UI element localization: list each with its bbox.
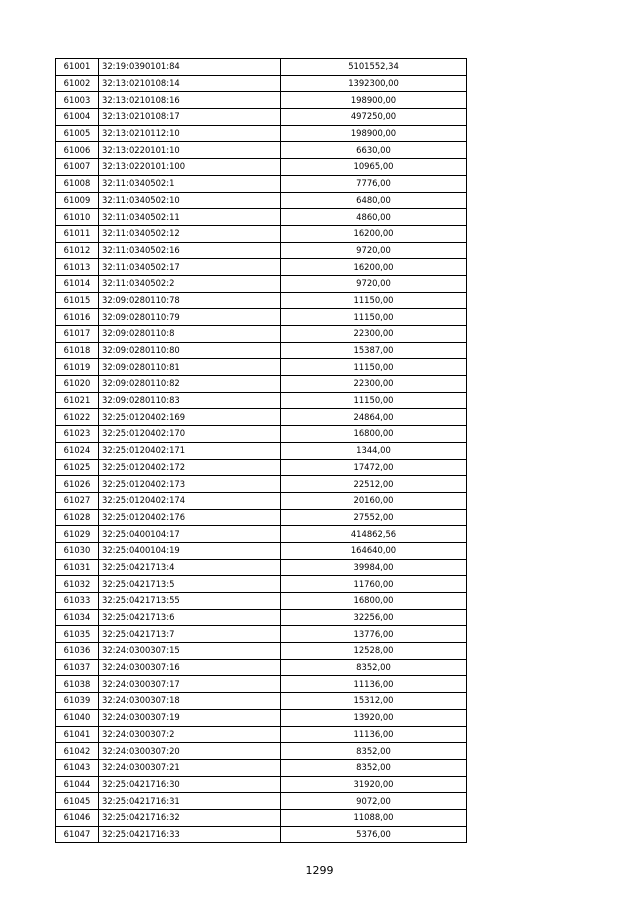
row-number-cell: 61009 [56,192,99,209]
cadastral-number-cell: 32:09:0280110:8 [99,326,281,343]
cadastral-number-cell: 32:09:0280110:81 [99,359,281,376]
row-number-cell: 61007 [56,159,99,176]
cadastral-number-cell: 32:11:0340502:11 [99,209,281,226]
cadastral-value-cell: 198900,00 [281,125,467,142]
row-number-cell: 61002 [56,75,99,92]
cadastral-number-cell: 32:13:0220101:10 [99,142,281,159]
table-row [56,643,467,660]
row-number-cell: 61043 [56,759,99,776]
table-row [56,626,467,643]
cadastral-value-cell: 8352,00 [281,759,467,776]
table-row [56,92,467,109]
cadastral-value-cell: 20160,00 [281,492,467,509]
row-number-cell: 61014 [56,275,99,292]
row-number-cell: 61019 [56,359,99,376]
row-number-cell: 61005 [56,125,99,142]
cadastral-value-cell: 7776,00 [281,175,467,192]
table-row [56,442,467,459]
row-number-cell: 61021 [56,392,99,409]
cadastral-value-cell: 13776,00 [281,626,467,643]
cadastral-number-cell: 32:24:0300307:21 [99,759,281,776]
row-number-cell: 61030 [56,542,99,559]
table-row [56,509,467,526]
cadastral-value-cell: 11136,00 [281,676,467,693]
row-number-cell: 61004 [56,109,99,126]
cadastral-number-cell: 32:09:0280110:78 [99,292,281,309]
row-number-cell: 61011 [56,225,99,242]
cadastral-value-cell: 32256,00 [281,609,467,626]
table-row [56,426,467,443]
row-number-cell: 61003 [56,92,99,109]
cadastral-value-cell: 15312,00 [281,693,467,710]
cadastral-number-cell: 32:09:0280110:83 [99,392,281,409]
table-row [56,392,467,409]
cadastral-value-cell: 15387,00 [281,342,467,359]
table-row [56,326,467,343]
table-row [56,409,467,426]
cadastral-value-cell: 22300,00 [281,326,467,343]
cadastral-number-cell: 32:13:0210108:17 [99,109,281,126]
cadastral-value-cell: 5376,00 [281,826,467,843]
cadastral-value-cell: 16800,00 [281,426,467,443]
row-number-cell: 61033 [56,593,99,610]
table-row [56,726,467,743]
cadastral-number-cell: 32:25:0421716:31 [99,793,281,810]
cadastral-value-cell: 16200,00 [281,225,467,242]
row-number-cell: 61032 [56,576,99,593]
cadastral-number-cell: 32:25:0120402:174 [99,492,281,509]
cadastral-value-cell: 27552,00 [281,509,467,526]
row-number-cell: 61025 [56,459,99,476]
cadastral-value-cell: 11150,00 [281,359,467,376]
table-row [56,776,467,793]
table-row [56,576,467,593]
row-number-cell: 61045 [56,793,99,810]
table-row [56,109,467,126]
table-row [56,593,467,610]
table-row [56,459,467,476]
row-number-cell: 61038 [56,676,99,693]
table-row [56,125,467,142]
row-number-cell: 61008 [56,175,99,192]
cadastral-number-cell: 32:19:0390101:84 [99,59,281,76]
table-row [56,609,467,626]
row-number-cell: 61040 [56,709,99,726]
cadastral-value-cell: 6480,00 [281,192,467,209]
cadastral-value-cell: 17472,00 [281,459,467,476]
table-row [56,242,467,259]
cadastral-number-cell: 32:25:0421713:4 [99,559,281,576]
cadastral-number-cell: 32:13:0210108:14 [99,75,281,92]
cadastral-number-cell: 32:13:0210112:10 [99,125,281,142]
cadastral-number-cell: 32:25:0421713:5 [99,576,281,593]
row-number-cell: 61023 [56,426,99,443]
table-row [56,209,467,226]
row-number-cell: 61001 [56,59,99,76]
table-row [56,376,467,393]
table-row [56,759,467,776]
cadastral-number-cell: 32:24:0300307:15 [99,643,281,660]
row-number-cell: 61006 [56,142,99,159]
table-row [56,292,467,309]
cadastral-value-cell: 414862,56 [281,526,467,543]
cadastral-number-cell: 32:11:0340502:17 [99,259,281,276]
cadastral-number-cell: 32:11:0340502:1 [99,175,281,192]
cadastral-number-cell: 32:09:0280110:79 [99,309,281,326]
table-row [56,309,467,326]
table-row [56,693,467,710]
row-number-cell: 61026 [56,476,99,493]
cadastral-value-cell: 164640,00 [281,542,467,559]
row-number-cell: 61027 [56,492,99,509]
cadastral-value-cell: 11136,00 [281,726,467,743]
cadastral-value-cell: 22512,00 [281,476,467,493]
row-number-cell: 61042 [56,743,99,760]
table-row [56,225,467,242]
row-number-cell: 61047 [56,826,99,843]
cadastral-value-cell: 11150,00 [281,292,467,309]
cadastral-number-cell: 32:25:0421716:30 [99,776,281,793]
cadastral-value-cell: 13920,00 [281,709,467,726]
table-row [56,559,467,576]
table-row [56,826,467,843]
row-number-cell: 61012 [56,242,99,259]
cadastral-value-cell: 11150,00 [281,392,467,409]
cadastral-value-cell: 9720,00 [281,242,467,259]
row-number-cell: 61029 [56,526,99,543]
row-number-cell: 61010 [56,209,99,226]
row-number-cell: 61037 [56,659,99,676]
table-body [56,59,467,843]
cadastral-value-cell: 1392300,00 [281,75,467,92]
row-number-cell: 61036 [56,643,99,660]
table-row [56,192,467,209]
row-number-cell: 61022 [56,409,99,426]
row-number-cell: 61018 [56,342,99,359]
cadastral-value-cell: 198900,00 [281,92,467,109]
table-row [56,659,467,676]
row-number-cell: 61020 [56,376,99,393]
cadastral-number-cell: 32:24:0300307:16 [99,659,281,676]
cadastral-number-cell: 32:25:0421713:7 [99,626,281,643]
table-row [56,275,467,292]
cadastral-number-cell: 32:25:0120402:173 [99,476,281,493]
row-number-cell: 61046 [56,809,99,826]
cadastral-number-cell: 32:11:0340502:16 [99,242,281,259]
cadastral-value-cell: 1344,00 [281,442,467,459]
cadastral-value-cell: 4860,00 [281,209,467,226]
table-row [56,175,467,192]
cadastral-number-cell: 32:09:0280110:82 [99,376,281,393]
row-number-cell: 61028 [56,509,99,526]
table-row [56,75,467,92]
cadastral-value-cell: 16800,00 [281,593,467,610]
row-number-cell: 61016 [56,309,99,326]
cadastral-number-cell: 32:25:0120402:172 [99,459,281,476]
cadastral-value-cell: 8352,00 [281,743,467,760]
cadastral-number-cell: 32:25:0421713:6 [99,609,281,626]
cadastral-value-cell: 24864,00 [281,409,467,426]
cadastral-number-cell: 32:25:0120402:169 [99,409,281,426]
cadastral-number-cell: 32:25:0120402:170 [99,426,281,443]
table-row [56,793,467,810]
cadastral-number-cell: 32:25:0421716:33 [99,826,281,843]
table-row [56,59,467,76]
table-row [56,676,467,693]
cadastral-number-cell: 32:24:0300307:20 [99,743,281,760]
cadastral-value-cell: 8352,00 [281,659,467,676]
cadastral-number-cell: 32:09:0280110:80 [99,342,281,359]
row-number-cell: 61013 [56,259,99,276]
cadastral-number-cell: 32:13:0220101:100 [99,159,281,176]
row-number-cell: 61024 [56,442,99,459]
cadastral-number-cell: 32:25:0400104:19 [99,542,281,559]
cadastral-number-cell: 32:25:0120402:176 [99,509,281,526]
cadastral-number-cell: 32:11:0340502:12 [99,225,281,242]
table-row [56,743,467,760]
cadastral-value-cell: 10965,00 [281,159,467,176]
registry-table [55,58,467,843]
row-number-cell: 61041 [56,726,99,743]
cadastral-value-cell: 497250,00 [281,109,467,126]
table-row [56,342,467,359]
cadastral-number-cell: 32:24:0300307:19 [99,709,281,726]
cadastral-number-cell: 32:11:0340502:2 [99,275,281,292]
table-row [56,492,467,509]
cadastral-value-cell: 9720,00 [281,275,467,292]
cadastral-value-cell: 16200,00 [281,259,467,276]
table-row [56,359,467,376]
cadastral-value-cell: 12528,00 [281,643,467,660]
cadastral-number-cell: 32:24:0300307:18 [99,693,281,710]
cadastral-value-cell: 39984,00 [281,559,467,576]
table-row [56,259,467,276]
row-number-cell: 61035 [56,626,99,643]
page-number: 1299 [305,864,334,877]
cadastral-number-cell: 32:11:0340502:10 [99,192,281,209]
cadastral-value-cell: 9072,00 [281,793,467,810]
row-number-cell: 61015 [56,292,99,309]
cadastral-value-cell: 31920,00 [281,776,467,793]
cadastral-value-cell: 5101552,34 [281,59,467,76]
cadastral-value-cell: 11760,00 [281,576,467,593]
table-row [56,809,467,826]
row-number-cell: 61039 [56,693,99,710]
cadastral-number-cell: 32:25:0421716:32 [99,809,281,826]
cadastral-value-cell: 6630,00 [281,142,467,159]
table-row [56,142,467,159]
row-number-cell: 61017 [56,326,99,343]
cadastral-number-cell: 32:25:0120402:171 [99,442,281,459]
cadastral-number-cell: 32:24:0300307:17 [99,676,281,693]
cadastral-number-cell: 32:25:0421713:55 [99,593,281,610]
table-row [56,709,467,726]
cadastral-number-cell: 32:13:0210108:16 [99,92,281,109]
cadastral-number-cell: 32:25:0400104:17 [99,526,281,543]
cadastral-number-cell: 32:24:0300307:2 [99,726,281,743]
cadastral-value-cell: 11150,00 [281,309,467,326]
table-row [56,526,467,543]
row-number-cell: 61034 [56,609,99,626]
cadastral-value-cell: 11088,00 [281,809,467,826]
cadastral-value-cell: 22300,00 [281,376,467,393]
table-row [56,542,467,559]
row-number-cell: 61044 [56,776,99,793]
row-number-cell: 61031 [56,559,99,576]
table-row [56,159,467,176]
table-row [56,476,467,493]
